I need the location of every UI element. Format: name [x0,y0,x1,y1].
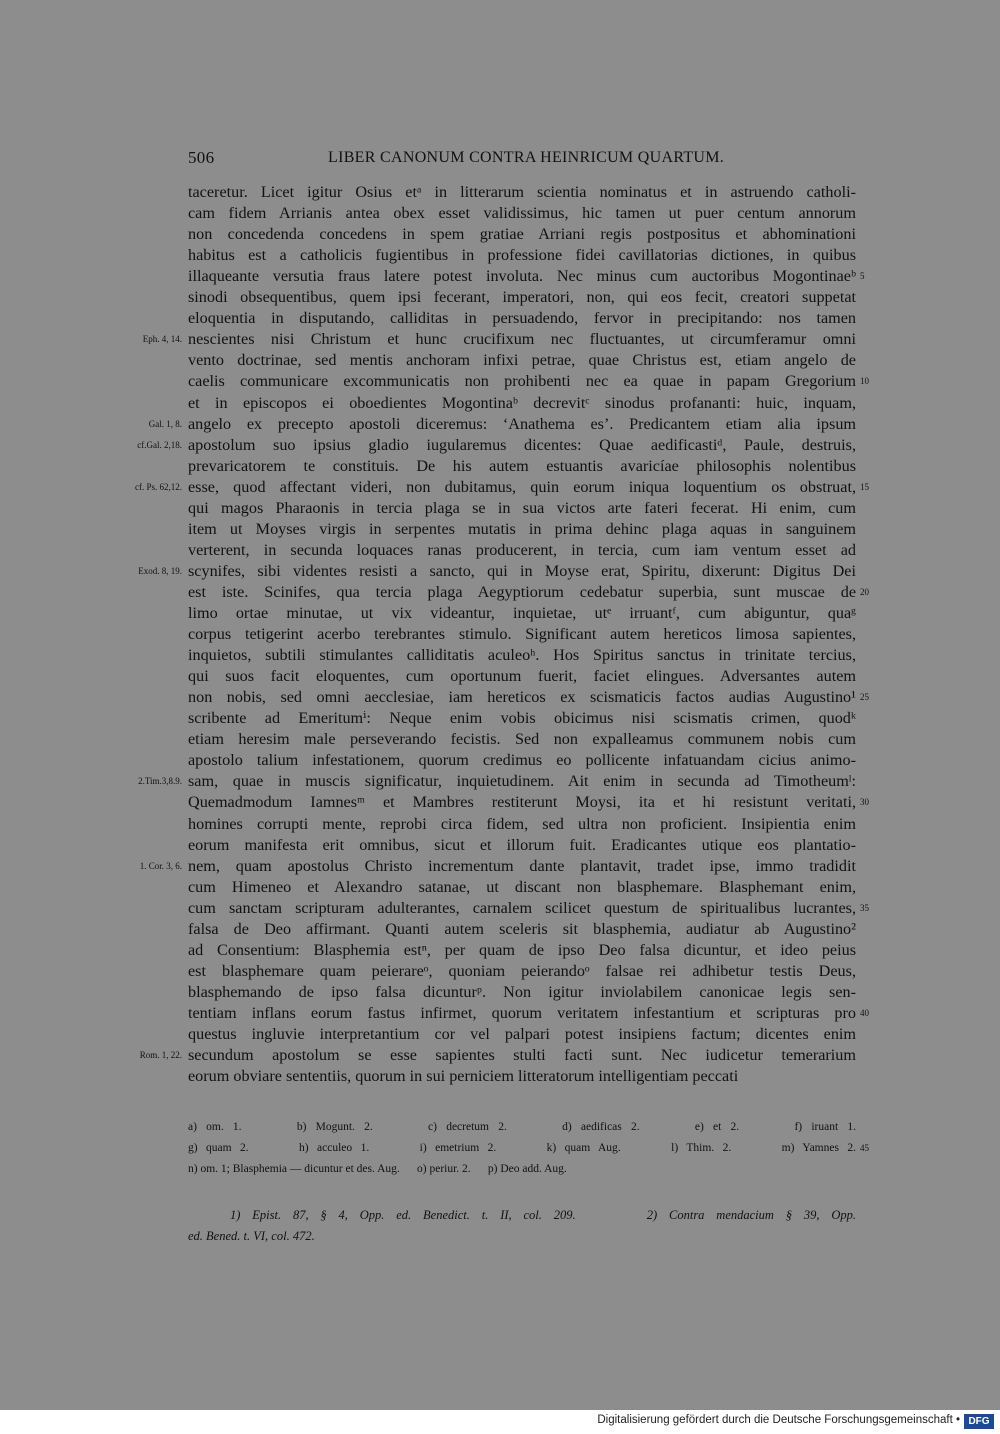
text-line: taceretur. Licet igitur Osius etᵃ in litterarum scientia nominatus et in astruendo catholi- [188,183,856,201]
text-line: corpus tetigerint acerbo terebrantes stimulo. Significant autem hereticos limosa sapientes, [188,625,856,644]
text-line: apostolo talium infestationem, quorum credimus eo pollicente infatuandam cicius animo- [188,751,856,770]
text-line: apostolum suo ipsius gladio iugularemus dicentes: Quae aedificastiᵈ, Paule, destruis, [188,435,856,454]
dfg-logo: DFG [964,1414,994,1429]
apparatus-line: g) quam 2. h) acculeo 1. i) emetrium 2. k) quam Aug. l) Thim. 2. m) Yamnes 2. [188,1142,856,1154]
margin-citation: cf. Ps. 62,12. [135,481,182,492]
margin-citation: Eph. 4, 14. [142,334,182,345]
text-line: verterent, in secunda loquaces ranas producerent, in tercia, cum iam ventum esset ad [188,540,856,559]
text-line: esse, quod affectant videri, non dubitamus, quin eorum iniqua loquentium os obstruat, [188,477,856,496]
funding-credit: Digitalisierung gefördert durch die Deutsche Forschungsgemeinschaft • [597,1414,960,1426]
line-number: 40 [860,1007,869,1018]
line-number: 10 [860,376,869,387]
apparatus-line: n) om. 1; Blasphemia — dicuntur et des. Aug. o) periur. 2. p) Deo add. Aug. [188,1163,567,1175]
text-line: cum Himeneo et Alexandro satanae, ut discant non blasphemare. Blasphemant enim, [188,877,856,896]
page-header [188,148,856,172]
text-line: angelo ex precepto apostoli diceremus: ‘Anathema es’. Predicantem etiam alia ipsum [188,414,856,433]
text-line: caelis communicare excommunicatis non prohibenti nec ea quae in papam Gregorium [188,372,856,391]
line-number: 15 [860,481,869,492]
line-number: 35 [860,902,869,913]
reference-line: ed. Bened. t. VI, col. 472. [188,1229,315,1243]
text-line: falsa de Deo affirmant. Quanti autem sceleris sit blasphemia, audiatur ab Augustino² [188,919,856,938]
running-head: LIBER CANONUM CONTRA HEINRICUM QUARTUM. [328,149,725,166]
text-line: homines corrupti mente, reprobi circa fidem, sed ultra non proficient. Insipientia enim [188,814,856,833]
text-line: est iste. Scinifes, qua tercia plaga Aegyptiorum cedebatur superbia, sunt muscae de [188,582,856,601]
text-line: etiam heresim male perseverando fecistis. Sed non expalleamus communem nobis cum [188,730,856,749]
text-line: non nobis, sed omni aecclesiae, iam hereticos ex scismaticis factos audias Augustino¹ [188,688,856,707]
margin-citation: 1. Cor. 3, 6. [139,860,182,871]
text-line: est blasphemare quam peierareᵒ, quoniam peierandoᵒ falsae rei adhibetur testis Deus, [188,961,856,980]
text-line: tentiam inflans eorum fastus infirmet, quorum veritatem infestantium et scripturas pro [188,1003,856,1022]
line-number: 30 [860,797,869,808]
line-number: 25 [860,692,869,703]
margin-citation: cf.Gal. 2,18. [137,439,182,450]
text-line: eorum manifesta erit omnibus, sicut et illorum fuit. Eradicantes utique eos plantatio- [188,835,856,854]
line-number: 20 [860,586,869,597]
reference-line: 1) Epist. 87, § 4, Opp. ed. Benedict. t. II, col. 209. 2) Contra mendacium § 39, Opp. [230,1208,856,1222]
text-line: sam, quae in muscis significatur, inquietudinem. Ait enim in secunda ad Timotheumˡ: [188,772,856,791]
margin-citation: Gal. 1, 8. [148,418,182,429]
footer-bar [0,1410,1000,1434]
text-line: blasphemando de ipso falsa dicunturᵖ. Non igitur inviolabilem canonicae legis sen- [188,982,856,1001]
text-line: nem, quam apostolus Christo incrementum dante plantavit, tradet ipse, immo tradidit [188,856,856,875]
text-line: scynifes, sibi videntes resisti a sancto, qui in Moyse erat, Spiritu, dixerunt: Digitus Dei [188,561,856,580]
line-number: 5 [860,271,865,282]
margin-citation: Rom. 1, 22. [139,1050,182,1061]
text-line: prevaricatorem te constituis. De his autem estuantis avaricíae philosophis nolentibus [188,456,856,475]
margin-citation: Exod. 8, 19. [138,565,182,576]
text-line: questus ingluvie interpretantium cor vel palpari potest insipiens factum; dicentes enim [188,1025,856,1043]
text-line: sinodi obsequentibus, quem ipsi fecerant, imperatori, non, qui eos fecit, creatori suppetat [188,288,856,307]
text-line: item ut Moyses virgis in serpentes mutatis in prima dehinc plaga aquas in sanguinem [188,519,856,538]
apparatus-line: a) om. 1. b) Mogunt. 2. c) decretum 2. d) aedificas 2. e) et 2. f) iruant 1. [188,1121,856,1133]
text-line: non concedenda concedens in spem gratiae Arriani regis postpositus et abhominationi [188,225,856,244]
text-line: inquietos, subtili stimulantes calliditatis aculeoʰ. Hos Spiritus sanctus in trinitate tercius, [188,646,856,665]
line-number: 45 [860,1143,869,1153]
text-line: habitus est a catholicis fugientibus in professione fidei cavillatorias dictiones, in quibus [188,246,856,265]
text-line: vento doctrinae, sed mentis anchoram infixi petrae, quae Christus est, etiam angelo de [188,351,856,370]
text-line: cum sanctam scripturam adulterantes, carnalem scilicet questum de spiritualibus lucrantes, [188,898,856,917]
text-line: qui suos facit eloquentes, cum oportunum fuerit, faciet elingues. Adversantes autem [188,667,856,686]
text-line: nescientes nisi Christum et hunc crucifixum nec fluctuantes, ut circumferamur omni [188,330,856,349]
text-line: illaqueante versutia fraus latere potest involuta. Nec minus cum auctoribus Mogontinaeᵇ [188,267,856,286]
page-number: 506 [188,148,215,167]
text-line: Quemadmodum Iamnesᵐ et Mambres restiterunt Moysi, ita et hi resistunt veritati, [188,793,856,812]
text-line: secundum apostolum se esse sapientes stulti facti sunt. Nec iudicetur temerarium [188,1046,856,1065]
text-line: eorum obviare sententiis, quorum in sui perniciem litteratorum intelligentiam peccati [188,1067,739,1086]
text-line: et in episcopos ei oboedientes Mogontinaᵇ decrevitᶜ sinodus profananti: huic, inquam, [188,393,856,412]
text-line: scribente ad Emeritumⁱ: Neque enim vobis obicimus nisi scismatis crimen, quodᵏ [188,709,856,728]
text-line: limo ortae minutae, ut vix videantur, inquietae, utᵉ irruantᶠ, cum abiguntur, quaᵍ [188,604,856,622]
text-line: ad Consentium: Blasphemia estⁿ, per quam de ipso Deo falsa dicuntur, et ideo peius [188,940,856,959]
text-line: cam fidem Arrianis antea obex esset validissimus, hic tamen ut puer centum annorum [188,204,856,223]
text-line: eloquentia in disputando, calliditas in persuadendo, fervor in precipitando: nos tamen [188,309,856,328]
source-references [188,1205,856,1247]
text-line: qui magos Pharaonis in tercia plaga se in sua victos arte fateri fecerat. Hi enim, cum [188,498,856,517]
margin-citation: 2.Tim.3,8.9. [138,776,182,787]
